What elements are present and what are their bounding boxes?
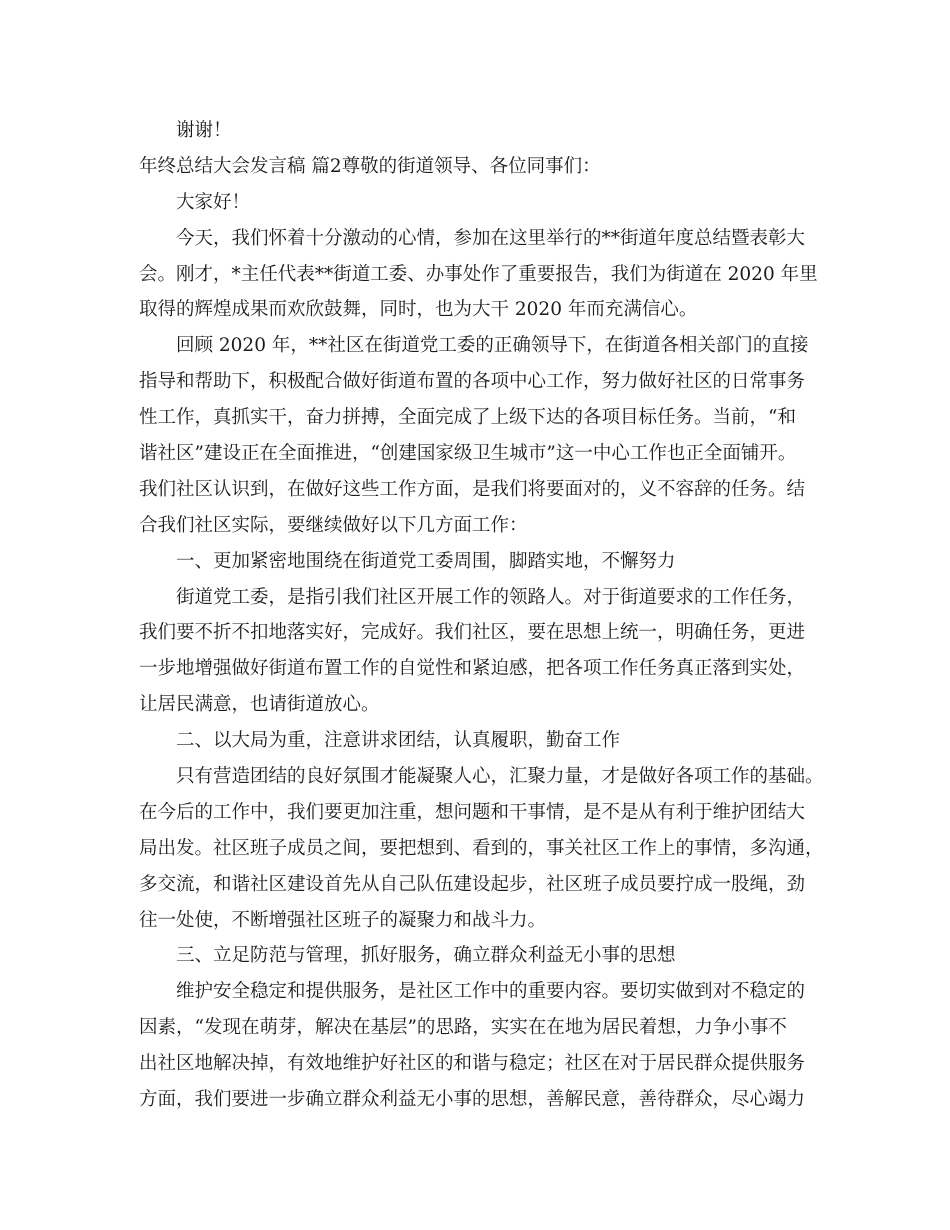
text-line: 取得的辉煌成果而欢欣鼓舞，同时，也为大干 2020 年而充满信心。 [139, 299, 698, 321]
text-line: 一步地增强做好街道布置工作的自觉性和紧迫感，把各项工作任务真正落到实处， [139, 658, 806, 680]
text-line: 往一处使，不断增强社区班子的凝聚力和战斗力。 [139, 909, 547, 931]
text-line: 局出发。社区班子成员之间，要把想到、看到的，事关社区工作上的事情，多沟通， [139, 837, 824, 859]
text-line: 因素，“发现在萌芽，解决在基层”的思路，实实在在地为居民着想，力争小事不 [139, 1017, 787, 1039]
text-line: 今天，我们怀着十分激动的心情，参加在这里举行的**街道年度总结暨表彰大 [176, 227, 806, 249]
text-line: 年终总结大会发言稿 篇2尊敬的街道领导、各位同事们： [139, 155, 601, 177]
text-line: 指导和帮助下，积极配合做好街道布置的各项中心工作，努力做好社区的日常事务 [139, 371, 806, 393]
text-line: 只有营造团结的良好氛围才能凝聚人心，汇聚力量，才是做好各项工作的基础。 [176, 766, 824, 788]
text-line: 出社区地解决掉，有效地维护好社区的和谐与稳定；社区在对于居民群众提供服务 [139, 1053, 806, 1075]
text-line: 我们社区认识到，在做好这些工作方面，是我们将要面对的，义不容辞的任务。结 [139, 478, 806, 500]
text-line: 谢谢！ [176, 120, 232, 141]
text-line: 我们要不折不扣地落实好，完成好。我们社区，要在思想上统一，明确任务，更进 [139, 622, 806, 644]
text-line: 三、立足防范与管理，抓好服务，确立群众利益无小事的思想 [176, 945, 676, 967]
text-line: 合我们社区实际，要继续做好以下几方面工作： [139, 514, 528, 536]
text-line: 让居民满意，也请街道放心。 [139, 694, 380, 716]
text-line: 二、以大局为重，注意讲求团结，认真履职，勤奋工作 [176, 730, 621, 752]
text-line: 性工作，真抓实干，奋力拼搏，全面完成了上级下达的各项目标任务。当前，“和 [139, 407, 796, 429]
document-body [139, 113, 827, 1118]
text-line: 方面，我们要进一步确立群众利益无小事的思想，善解民意，善待群众，尽心竭力 [139, 1089, 806, 1111]
text-line: 维护安全稳定和提供服务，是社区工作中的重要内容。要切实做到对不稳定的 [176, 981, 806, 1003]
text-line: 谐社区”建设正在全面推进，“创建国家级卫生城市”这一中心工作也正全面铺开。 [139, 443, 797, 465]
text-line: 多交流，和谐社区建设首先从自己队伍建设起步，社区班子成员要拧成一股绳，劲 [139, 873, 806, 895]
text-line: 大家好！ [176, 191, 251, 213]
text-line: 会。刚才，*主任代表**街道工委、办事处作了重要报告，我们为街道在 2020 年里 [139, 263, 818, 285]
text-line: 街道党工委，是指引我们社区开展工作的领路人。对于街道要求的工作任务， [176, 586, 806, 608]
text-line: 回顾 2020 年，**社区在街道党工委的正确领导下，在街道各相关部门的直接 [176, 335, 809, 357]
text-line: 一、更加紧密地围绕在街道党工委周围，脚踏实地，不懈努力 [176, 550, 676, 572]
text-line: 在今后的工作中，我们要更加注重，想问题和干事情，是不是从有利于维护团结大 [139, 801, 806, 823]
